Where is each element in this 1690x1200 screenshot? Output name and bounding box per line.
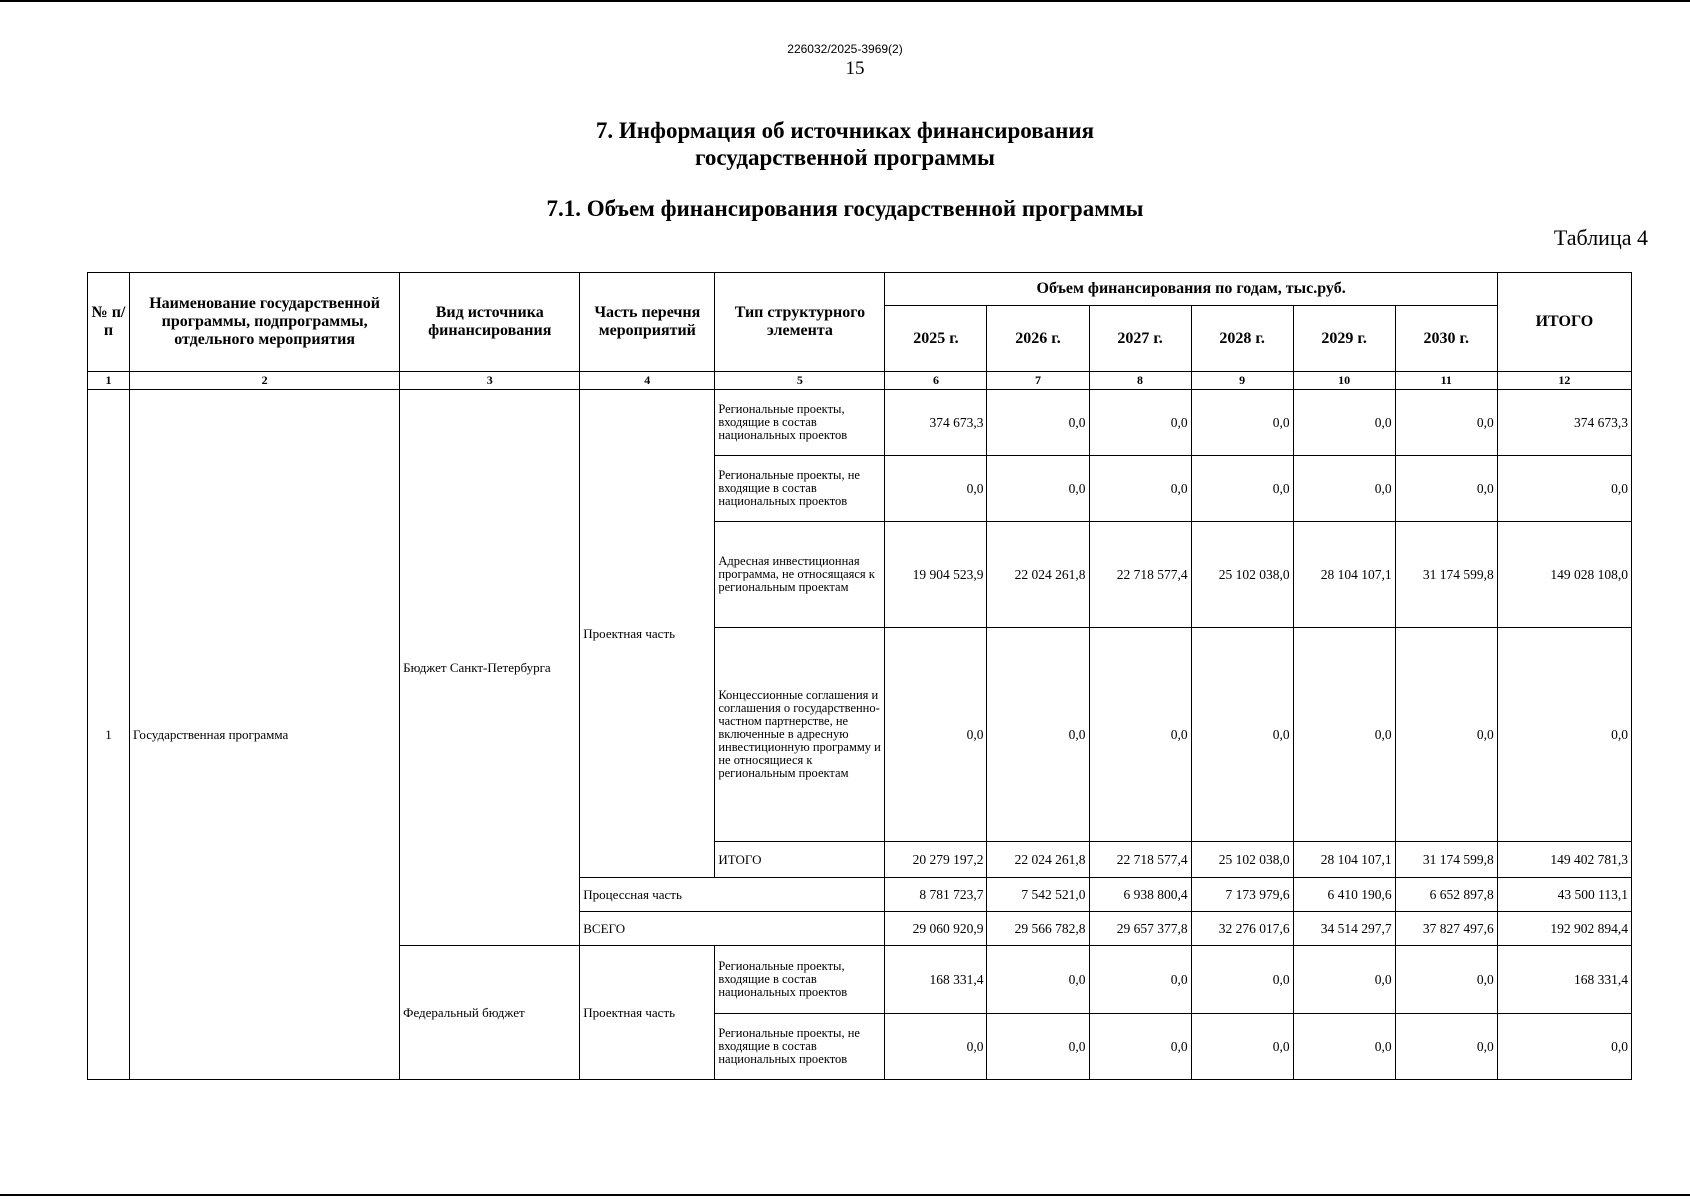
value-cell: 34 514 297,7 <box>1293 912 1395 946</box>
top-border-line <box>0 0 1690 2</box>
header-year: 2029 г. <box>1293 306 1395 372</box>
value-cell: 0,0 <box>1395 1014 1497 1080</box>
total-cell: 149 402 781,3 <box>1497 842 1631 878</box>
value-cell: 0,0 <box>987 456 1089 522</box>
value-cell: 6 938 800,4 <box>1089 878 1191 912</box>
value-cell: 29 657 377,8 <box>1089 912 1191 946</box>
structure-type: Концессионные соглашения и соглашения о государственно-частном партнерстве, не включенные в адресную инвестиционную программу и не относящиеся к региональным проектам <box>715 628 885 842</box>
value-cell: 25 102 038,0 <box>1191 522 1293 628</box>
table-row <box>88 390 1632 456</box>
part-project-federal: Проектная часть <box>580 946 715 1080</box>
column-number: 7 <box>987 372 1089 390</box>
total-cell: 43 500 113,1 <box>1497 878 1631 912</box>
value-cell: 0,0 <box>885 1014 987 1080</box>
header-name: Наименование государственной программы, подпрограммы, отдельного мероприятия <box>130 273 400 372</box>
value-cell: 0,0 <box>1293 390 1395 456</box>
value-cell: 0,0 <box>1089 628 1191 842</box>
value-cell: 0,0 <box>885 456 987 522</box>
subsection-title: 7.1. Объем финансирования государственной программы <box>546 196 1144 221</box>
value-cell: 0,0 <box>1293 628 1395 842</box>
header-year: 2025 г. <box>885 306 987 372</box>
part-process: Процессная часть <box>580 878 885 912</box>
item-name: Государственная программа <box>130 390 400 1080</box>
financing-table <box>87 272 1632 1080</box>
total-cell: 0,0 <box>1497 1014 1631 1080</box>
total-cell: 192 902 894,4 <box>1497 912 1631 946</box>
column-number: 4 <box>580 372 715 390</box>
header-volume: Объем финансирования по годам, тыс.руб. <box>885 273 1497 306</box>
table-label: Таблица 4 <box>1553 225 1648 250</box>
value-cell: 0,0 <box>987 946 1089 1014</box>
value-cell: 0,0 <box>987 628 1089 842</box>
value-cell: 0,0 <box>1089 390 1191 456</box>
header-source: Вид источника финансирования <box>400 273 580 372</box>
value-cell: 0,0 <box>1191 456 1293 522</box>
value-cell: 22 718 577,4 <box>1089 522 1191 628</box>
value-cell: 0,0 <box>1191 390 1293 456</box>
value-cell: 374 673,3 <box>885 390 987 456</box>
value-cell: 0,0 <box>1395 390 1497 456</box>
part-total: ВСЕГО <box>580 912 885 946</box>
value-cell: 0,0 <box>1191 628 1293 842</box>
structure-type: ИТОГО <box>715 842 885 878</box>
total-cell: 374 673,3 <box>1497 390 1631 456</box>
value-cell: 31 174 599,8 <box>1395 842 1497 878</box>
structure-type: Региональные проекты, входящие в состав национальных проектов <box>715 390 885 456</box>
section-title-line-2: государственной программы <box>695 145 995 170</box>
value-cell: 28 104 107,1 <box>1293 842 1395 878</box>
column-number: 9 <box>1191 372 1293 390</box>
value-cell: 0,0 <box>1293 1014 1395 1080</box>
structure-type: Адресная инвестиционная программа, не относящаяся к региональным проектам <box>715 522 885 628</box>
column-number: 12 <box>1497 372 1631 390</box>
structure-type: Региональные проекты, не входящие в состав национальных проектов <box>715 456 885 522</box>
value-cell: 31 174 599,8 <box>1395 522 1497 628</box>
value-cell: 32 276 017,6 <box>1191 912 1293 946</box>
value-cell: 8 781 723,7 <box>885 878 987 912</box>
header-total: ИТОГО <box>1497 273 1631 372</box>
column-number: 6 <box>885 372 987 390</box>
source-spb: Бюджет Санкт-Петербурга <box>400 390 580 946</box>
source-federal: Федеральный бюджет <box>400 946 580 1080</box>
column-number: 8 <box>1089 372 1191 390</box>
total-cell: 149 028 108,0 <box>1497 522 1631 628</box>
value-cell: 7 542 521,0 <box>987 878 1089 912</box>
total-cell: 168 331,4 <box>1497 946 1631 1014</box>
header-year: 2026 г. <box>987 306 1089 372</box>
value-cell: 29 566 782,8 <box>987 912 1089 946</box>
value-cell: 0,0 <box>987 390 1089 456</box>
value-cell: 0,0 <box>1089 1014 1191 1080</box>
column-number: 1 <box>88 372 130 390</box>
value-cell: 0,0 <box>1089 456 1191 522</box>
total-cell: 0,0 <box>1497 628 1631 842</box>
value-cell: 20 279 197,2 <box>885 842 987 878</box>
value-cell: 0,0 <box>1191 946 1293 1014</box>
value-cell: 0,0 <box>885 628 987 842</box>
value-cell: 22 024 261,8 <box>987 842 1089 878</box>
value-cell: 37 827 497,6 <box>1395 912 1497 946</box>
section-title <box>0 117 1690 171</box>
value-cell: 0,0 <box>1089 946 1191 1014</box>
column-number: 5 <box>715 372 885 390</box>
column-number: 3 <box>400 372 580 390</box>
value-cell: 6 410 190,6 <box>1293 878 1395 912</box>
page-number: 15 <box>845 58 865 79</box>
value-cell: 0,0 <box>1293 946 1395 1014</box>
item-number: 1 <box>88 390 130 1080</box>
header-num: № п/п <box>88 273 130 372</box>
header-year: 2028 г. <box>1191 306 1293 372</box>
value-cell: 0,0 <box>1395 628 1497 842</box>
structure-type: Региональные проекты, входящие в состав национальных проектов <box>715 946 885 1014</box>
value-cell: 168 331,4 <box>885 946 987 1014</box>
column-number: 11 <box>1395 372 1497 390</box>
value-cell: 22 024 261,8 <box>987 522 1089 628</box>
column-numbers-row <box>88 372 1632 390</box>
column-number: 2 <box>130 372 400 390</box>
value-cell: 0,0 <box>1293 456 1395 522</box>
document-number: 226032/2025-3969(2) <box>787 42 903 56</box>
section-title-line-1: 7. Информация об источниках финансирования <box>595 118 1095 143</box>
value-cell: 6 652 897,8 <box>1395 878 1497 912</box>
structure-type: Региональные проекты, не входящие в состав национальных проектов <box>715 1014 885 1080</box>
header-year: 2030 г. <box>1395 306 1497 372</box>
value-cell: 0,0 <box>1395 946 1497 1014</box>
value-cell: 28 104 107,1 <box>1293 522 1395 628</box>
value-cell: 29 060 920,9 <box>885 912 987 946</box>
header-type: Тип структурного элемента <box>715 273 885 372</box>
value-cell: 0,0 <box>1191 1014 1293 1080</box>
total-cell: 0,0 <box>1497 456 1631 522</box>
value-cell: 0,0 <box>987 1014 1089 1080</box>
header-part: Часть перечня мероприятий <box>580 273 715 372</box>
value-cell: 7 173 979,6 <box>1191 878 1293 912</box>
bottom-border-line <box>0 1194 1690 1196</box>
column-number: 10 <box>1293 372 1395 390</box>
header-year: 2027 г. <box>1089 306 1191 372</box>
value-cell: 22 718 577,4 <box>1089 842 1191 878</box>
value-cell: 25 102 038,0 <box>1191 842 1293 878</box>
value-cell: 19 904 523,9 <box>885 522 987 628</box>
value-cell: 0,0 <box>1395 456 1497 522</box>
part-project-spb: Проектная часть <box>580 390 715 878</box>
